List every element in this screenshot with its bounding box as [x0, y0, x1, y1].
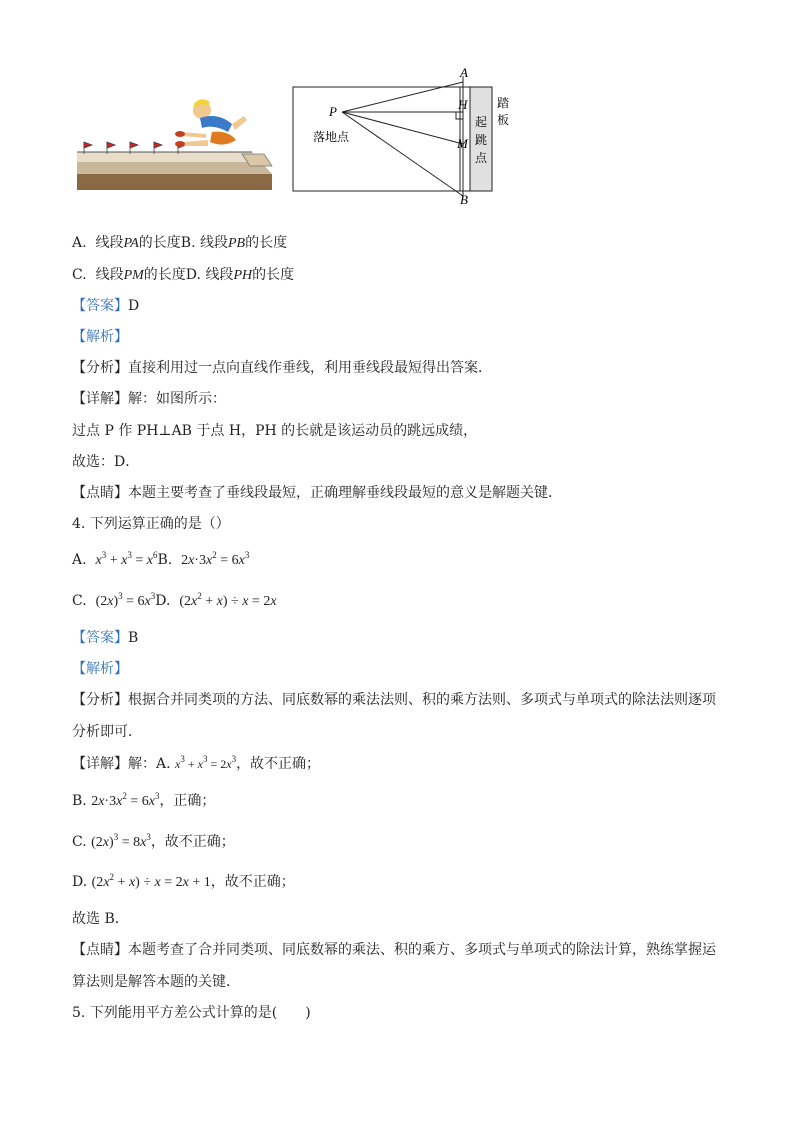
q4-options-cd: C. $(2x)^3 = 6x^3D$. $(2x^2 + x) \div x = 2x$ [72, 591, 277, 609]
q4-fenxi-2: 分析即可． [72, 724, 142, 740]
q4-fenxi-1: 【分析】根据合并同类项的方法、同底数幂的乘法法则、积的乘方法则、多项式与单项式的除法法则逐项 [72, 692, 716, 708]
q3-options-ab: A. 线段PA的长度B. 线段PB的长度 [72, 235, 288, 251]
takeoff-char-3: 点 [475, 151, 488, 165]
label-m: M [457, 136, 468, 151]
q4-question: 4. 下列运算正确的是（） [72, 516, 230, 532]
label-h: H [458, 97, 468, 112]
q5-question: 5. 下列能用平方差公式计算的是( ) [72, 1005, 311, 1021]
q3-detail-2: 过点 P 作 PH⊥AB 于点 H，PH 的长就是该运动员的跳远成绩， [72, 423, 478, 439]
takeoff-char-1: 起 [475, 115, 488, 129]
q4-options-ab: A. $x^3 + x^3 = x^6B$. $2x\cdot 3x^2 = 6x^3$ [72, 550, 250, 568]
q4-choose: 故选 B． [72, 911, 129, 927]
q4-detail-a: 【详解】解：A. $x^3 + x^3 = 2x^3$，故不正确； [72, 754, 321, 772]
q4-detail-d: D. $(2x^2 + x) \div x = 2x + 1$，故不正确； [72, 872, 295, 890]
figure-svg [72, 62, 532, 212]
long-jump-figure [72, 62, 532, 212]
q3-detail: 【详解】解：如图所示： [72, 391, 226, 407]
q4-answer: 【答案】B [72, 630, 139, 646]
q3-fenxi: 【分析】直接利用过一点向直线作垂线，利用垂线段最短得出答案． [72, 360, 492, 376]
landing-point-label: 落地点 [313, 130, 350, 144]
q3-comment: 【点睛】本题主要考查了垂线段最短，正确理解垂线段最短的意义是解题关键． [72, 485, 562, 501]
takeoff-char-2: 跳 [475, 133, 488, 147]
board-char-2: 板 [497, 113, 510, 127]
q3-analysis-heading: 【解析】 [72, 329, 128, 345]
q4-detail-b: B. $2x\cdot 3x^2 = 6x^3$，正确； [72, 791, 216, 809]
q3-answer: 【答案】D [72, 298, 140, 314]
label-a: A [460, 65, 468, 80]
q3-options-cd: C. 线段PM的长度D. 线段PH的长度 [72, 267, 295, 283]
q4-analysis-heading: 【解析】 [72, 661, 128, 677]
label-p: P [329, 104, 337, 119]
q4-comment-1: 【点睛】本题考查了合并同类项、同底数幂的乘法、积的乘方、多项式与单项式的除法计算，熟练掌握运 [72, 942, 716, 958]
q4-detail-c: C. $(2x)^3 = 8x^3$，故不正确； [72, 832, 235, 850]
jumper-illustration [77, 99, 272, 190]
label-b: B [460, 192, 468, 207]
q3-choose: 故选：D． [72, 454, 140, 470]
board-char-1: 踏 [497, 96, 510, 110]
q4-comment-2: 算法则是解答本题的关键． [72, 974, 240, 990]
